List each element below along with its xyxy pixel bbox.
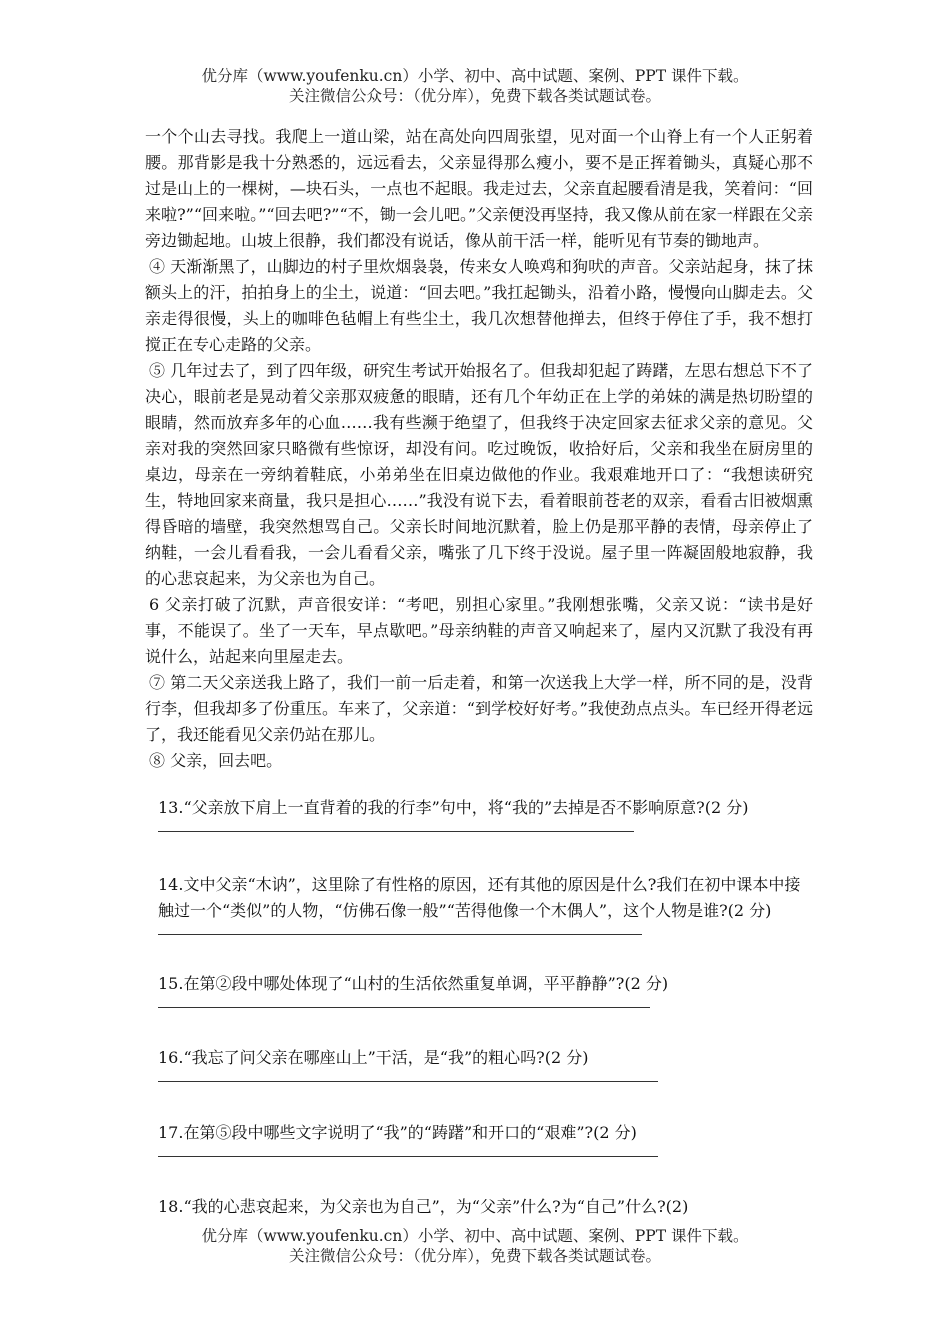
header-line-1: 优分库（www.youfenku.cn）小学、初中、高中试题、案例、PPT 课件下载。 [201, 67, 749, 85]
passage-paragraph-8: ⑧ 父亲，回去吧。 [149, 751, 283, 770]
passage-paragraph-6: 6 父亲打破了沉默，声音很安详：“考吧，别担心家里。”我刚想张嘴，父亲又说：“读书是好事，不能误了。坐了一天车，早点歇吧。”母亲纳鞋的声音又响起来了，屋内又沉默了我没有再说什么，站起来向里屋走去。 [145, 595, 813, 666]
passage-paragraph-4: ④ 天渐渐黑了，山脚边的村子里炊烟袅袅，传来女人唤鸡和狗吠的声音。父亲站起身，抹了抹额头上的汗，拍拍身上的尘土，说道：“回去吧。”我扛起锄头，沿着小路，慢慢向山脚走去。父亲走得很慢，头上的咖啡色毡帽上有些尘土，我几次想替他掸去，但终于停住了手，我不想打搅正在专心走路的父亲。 [145, 257, 813, 354]
question-15 [158, 971, 818, 1008]
question-15-answer-line[interactable] [158, 1007, 650, 1008]
question-17-answer-line[interactable] [158, 1156, 658, 1157]
passage-paragraph-3-continued: 一个个山去寻找。我爬上一道山梁，站在高处向四周张望，见对面一个山脊上有一个人正躬着腰。那背影是我十分熟悉的，远远看去，父亲显得那么瘦小，要不是正挥着锄头，真疑心那不过是山上的一棵树，—块石头，一点也不起眼。我走过去，父亲直起腰看清是我，笑着问：“回来啦?”“回来啦。”“回去吧?”“不，锄一会儿吧。”父亲便没再坚持，我又像从前在家一样跟在父亲旁边锄起地。山坡上很静，我们都没有说话，像从前干活一样，能听见有节奏的锄地声。 [145, 127, 813, 250]
footer-line-1: 优分库（www.youfenku.cn）小学、初中、高中试题、案例、PPT 课件下载。 [201, 1227, 749, 1245]
question-13-answer-line[interactable] [158, 831, 634, 832]
page-footer [0, 1226, 950, 1266]
footer-line-2: 关注微信公众号：（优分库），免费下载各类试题试卷。 [288, 1247, 661, 1265]
passage-paragraph-5: ⑤ 几年过去了，到了四年级，研究生考试开始报名了。但我却犯起了踌躇，左思右想总下不了决心，眼前老是晃动着父亲那双疲惫的眼睛，还有几个年幼正在上学的弟妹的满是热切盼望的眼睛，然而放弃多年的心血……我有些濒于绝望了，但我终于决定回家去征求父亲的意见。父亲对我的突然回家只略微有些惊讶，却没有问。吃过晚饭，收拾好后，父亲和我坐在厨房里的桌边，母亲在一旁纳着鞋底，小弟弟坐在旧桌边做他的作业。我艰难地开口了：“我想读研究生，特地回家来商量，我只是担心……”我没有说下去，看着眼前苍老的双亲，看看古旧被烟熏得昏暗的墙壁，我突然想骂自己。父亲长时间地沉默着，脸上仍是那平静的表情，母亲停止了纳鞋，一会儿看看我，一会儿看看父亲，嘴张了几下终于没说。屋子里一阵凝固般地寂静，我的心悲哀起来，为父亲也为自己。 [145, 361, 813, 588]
page-header [0, 66, 950, 106]
reading-passage [145, 124, 813, 774]
question-18 [158, 1194, 818, 1220]
question-17 [158, 1120, 818, 1157]
question-18-text: 18.“我的心悲哀起来，为父亲也为自己”，为“父亲”什么?为“自己”什么?(2) [158, 1197, 689, 1216]
passage-paragraph-7: ⑦ 第二天父亲送我上路了，我们一前一后走着，和第一次送我上大学一样，所不同的是，没背行李，但我却多了份重压。车来了，父亲道：“到学校好好考。”我使劲点点头。车已经开得老远了，我还能看见父亲仍站在那儿。 [145, 673, 813, 744]
question-17-text: 17.在第⑤段中哪些文字说明了“我”的“踌躇”和开口的“艰难”?(2 分) [158, 1123, 637, 1142]
question-14-answer-line[interactable] [158, 934, 642, 935]
question-15-text: 15.在第②段中哪处体现了“山村的生活依然重复单调，平平静静”?(2 分) [158, 974, 669, 993]
question-14-text: 14.文中父亲“木讷”，这里除了有性格的原因，还有其他的原因是什么?我们在初中课本中接触过一个“类似”的人物，“仿佛石像一般”“苦得他像一个木偶人”，这个人物是谁?(2 分) [158, 875, 801, 920]
question-13-text: 13.“父亲放下肩上一直背着的我的行李”句中，将“我的”去掉是否不影响原意?(2 分) [158, 798, 749, 817]
question-16 [158, 1045, 818, 1082]
question-13 [158, 795, 818, 832]
header-line-2: 关注微信公众号：（优分库），免费下载各类试题试卷。 [288, 87, 661, 105]
question-14 [158, 872, 818, 935]
question-16-text: 16.“我忘了问父亲在哪座山上”干活，是“我”的粗心吗?(2 分) [158, 1048, 589, 1067]
question-16-answer-line[interactable] [158, 1081, 658, 1082]
